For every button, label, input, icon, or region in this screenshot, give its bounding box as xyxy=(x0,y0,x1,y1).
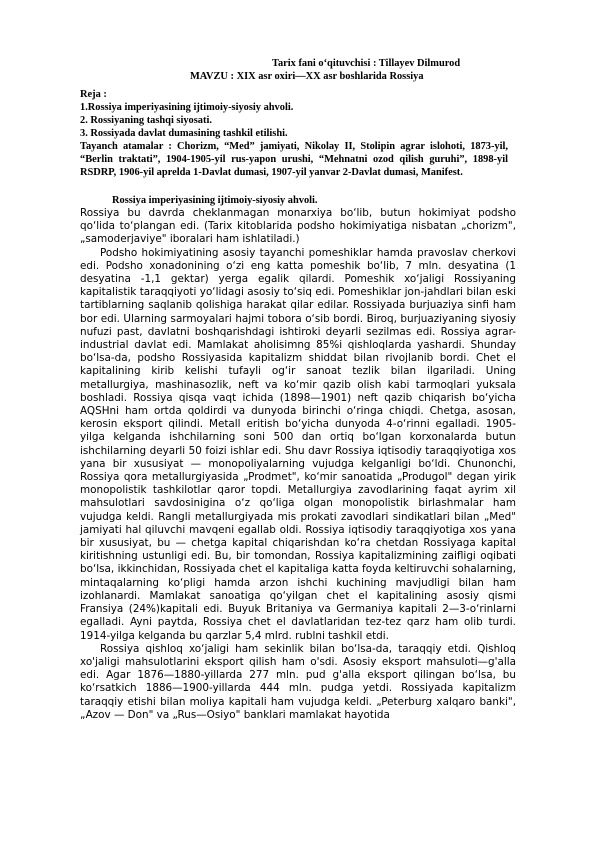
plan-item: 1.Rossiya imperiyasining ijtimoiy-siyosiy ahvoli. xyxy=(80,102,294,113)
body-text xyxy=(80,207,516,722)
plan-item: 3. Rossiyada davlat dumasining tashkil etilishi. xyxy=(80,128,288,139)
topic-title: MAVZU : XIX asr oxiri—XX asr boshlarida Rossiya xyxy=(190,71,424,82)
plan-title: Reja : xyxy=(80,89,107,100)
section-heading: Rossiya imperiyasining ijtimoiy-siyosiy ahvoli. xyxy=(112,195,318,206)
paragraph: Rossiya bu davrda cheklanmagan monarxiya bo‘lib, butun hokimiyat podsho qo‘lida to‘plangan edi. (Tarix kitoblarida podsho hokimiyatiga nisbatan „chorizm", „samoderjaviye" iboralari ham ishlatiladi.) xyxy=(80,207,516,246)
paragraph: Podsho hokimiyatining asosiy tayanchi pomeshiklar hamda pravoslav cherkovi edi. Podsho xonadonining o‘zi eng katta pomeshik bo‘lib, 7 mln. desyatina (1 desyatina -1,1 gektar) yerga egalik qilardi. Pomeshik xo‘jaligi Rossiyaning kapitalistik taraqqiyoti yo‘lidagi asosiy to‘siq edi. Pomeshiklar jon-jahdlari bilan eski tartiblarning saqlanib qolishiga harakat qilar edilar. Rossiyada burjuaziya sinfi ham bor edi. Ularning sarmoyalari hajmi tobora o‘sib bordi. Biroq, burjuaziyaning siyosiy nufuzi past, davlatni boshqarishdagi ishtiroki deyarli sezilmas edi. Rossiya agrar-industrial davlat edi. Mamlakat aholisimng 85%i qishloqlarda yashardi. Shunday bo‘lsa-da, podsho Rossiyasida kapitalizm shiddat bilan rivojlanib bordi. Chet el kapitalining kirib kelishi tufayli og‘ir sanoat tezlik bilan ilgariladi. Uning metallurgiya, mashinasozlik, neft va ko‘mir qazib olish kabi tarmoqlari yuksala boshladi. Rossiya qisqa vaqt ichida (1898—1901) neft qazib chiqarish bo‘yicha AQSHni ham ortda qoldirdi va dunyoda birinchi o‘ringa chiqdi. Chetga, asosan, kerosin eksport qilindi. Metall eritish bo‘yicha dunyoda 4-o‘rinni egalladi. 1905-yilga kelganda ishchilarning soni 500 dan ortiq bo‘lgan korxonalarda butun ishchilarning deyarli 50 foizi ishlar edi. Shu davr Rossiya iqtisodiy taraqqiyotiga xos yana bir xususiyat — monopoliyalarning vujudga kelganligi bo‘ldi. Chunonchi, Rossiya qora metallurgiyasida „Prodmet", ko‘mir sanoatida „Produgol" degan yirik monopolistik tashkilotlar qaror topdi. Metallurgiya zavodlarining faqat ayrim xil mahsulotlari savdosinigina o‘z qo‘liga olgan monopolistik birlashmalar ham vujudga keldi. Rangli metallurgiyada mis prokati zavodlari sindikatlari bilan „Med" jamiyati hal qiluvchi mavqeni egallab oldi. Rossiya iqtisodiy taraqqiyotiga xos yana bir xususiyat, bu — chetga kapital chiqarishdan ko‘ra chetdan Rossiyaga kapital kiritishning ustunligi edi. Bu, bir tomondan, Rossiya kapitalizmining zaifligi oqibati bo‘lsa, ikkinchidan, Rossiyada chet el kapitaliga katta foyda keltiruvchi sohalarning, mintaqalarning ko‘pligi hamda arzon ishchi kuchining mavjudligi bilan ham izohlanardi. Mamlakat sanoatiga qo‘yilgan chet el kapitalining asosiy qismi Fransiya (24%)kapitali edi. Buyuk Britaniya va Germaniya kapitali 2—3-o‘rinlarni egalladi. Ayni paytda, Rossiya chet el davlatlaridan tez-tez qarz ham olib turdi. 1914-yilga kelganda bu qarzlar 5,4 mlrd. rublni tashkil etdi. xyxy=(80,246,516,642)
paragraph: Rossiya qishloq xo‘jaligi ham sekinlik bilan bo‘lsa-da, taraqqiy etdi. Qishloq xo'jaligi mahsulotlarini eksport qilish ham o'sdi. Asosiy eksport mahsuloti—g'alla edi. Agar 1876—1880-yillarda 277 mln. pud g'alla eksport qilingan bo‘lsa, bu ko‘rsatkich 1886—1900-yillarda 444 mln. pudga yetdi. Rossiyada kapitalizm taraqqiy etishi bilan moliya kapitali ham vujudga keldi. „Peterburg xalqaro banki", „Azov — Don" va „Rus—Osiyo" banklari mamlakat hayotida xyxy=(80,642,516,721)
plan-item: 2. Rossiyaning tashqi siyosati. xyxy=(80,115,212,126)
lesson-plan xyxy=(80,88,513,140)
key-terms: Tayanch atamalar : Chorizm, “Med” jamiyati, Nikolay II, Stolipin agrar islohoti, 1873-yil, “Berlin traktati”, 1904-1905-yil rus-yapon urushi, “Mehnatni ozod qilish guruhi”, 1898-yil RSDRP, 1906-yil aprelda 1-Davlat dumasi, 1907-yil yanvar 2-Davlat dumasi, Manifest. xyxy=(80,141,508,179)
teacher-line: Tarix fani o‘qituvchisi : Tillayev Dilmurod xyxy=(272,58,461,69)
